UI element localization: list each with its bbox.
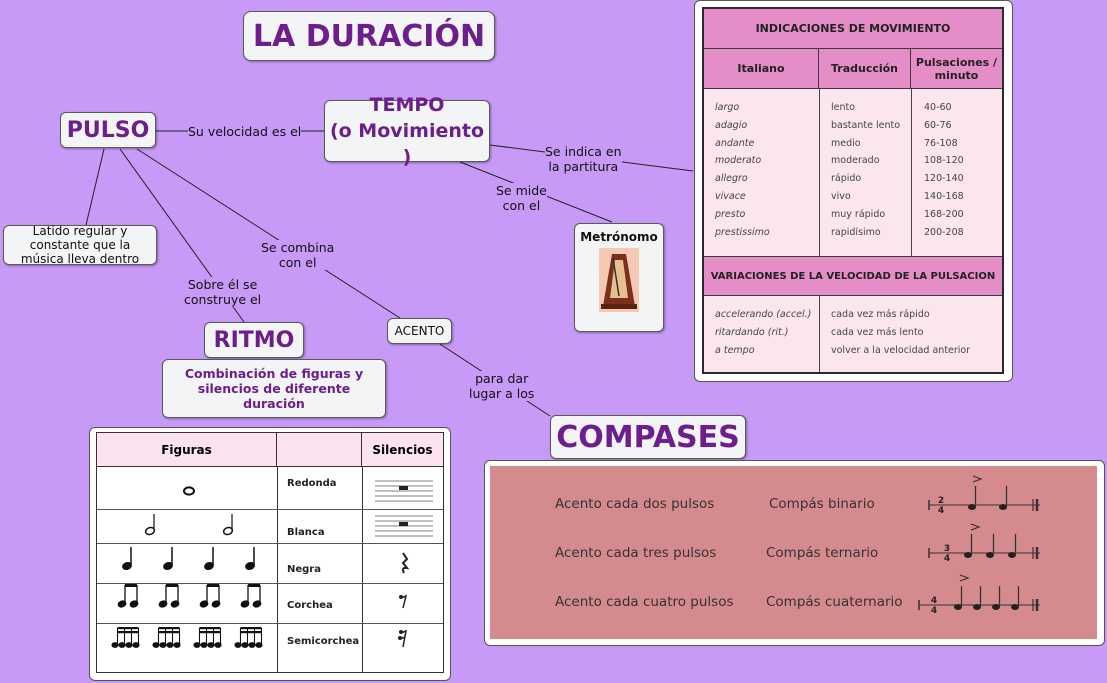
ritmo-desc-node[interactable] <box>162 359 386 418</box>
pulsaciones-value: 140-168 <box>924 190 964 202</box>
ritmo-label: RITMO <box>213 327 295 353</box>
link-partitura <box>545 144 622 174</box>
pulsaciones-value: 168-200 <box>924 208 964 220</box>
tempo-header-traduccion <box>819 49 911 89</box>
link-dar-line1: para dar <box>475 371 529 386</box>
tempo-divider-1 <box>819 89 820 256</box>
time-sig-top: 4 <box>930 596 938 606</box>
silencios-graphic <box>363 467 443 672</box>
figura-name-redonda: Redonda <box>287 478 337 489</box>
tempo-col-traduccion <box>831 99 900 241</box>
link-sobre-line2: construye el <box>184 292 262 307</box>
traduccion-term: moderado <box>831 155 880 167</box>
variacion-term: a tempo <box>715 344 755 356</box>
compas-text: Compás ternario <box>766 545 879 561</box>
link-dar <box>469 371 534 401</box>
tempo-header-italiano <box>704 49 819 89</box>
figura-name-corchea: Corchea <box>287 600 333 611</box>
link-combina-line2: con el <box>278 255 317 270</box>
variaciones-title <box>704 256 1002 296</box>
ritmo-desc-text: Combinación de figuras y silencios de diferente duración <box>184 366 364 411</box>
metronomo-label: Metrónomo <box>580 230 658 244</box>
italiano-term: vivace <box>715 190 746 202</box>
acento-text: Acento cada tres pulsos <box>555 545 717 561</box>
tempo-table-title-text: INDICACIONES DE MOVIMIENTO <box>755 22 951 35</box>
figuras-header <box>97 433 277 467</box>
figura-name-negra: Negra <box>287 564 321 575</box>
variacion-desc: volver a la velocidad anterior <box>831 344 971 356</box>
ritmo-node[interactable] <box>204 322 304 358</box>
italiano-term: prestissimo <box>715 226 770 238</box>
pulsaciones-value: 76-108 <box>924 137 958 149</box>
compas-text: Compás binario <box>769 496 875 512</box>
acento-node[interactable] <box>387 318 452 344</box>
silencios-header-text: Silencios <box>372 442 433 457</box>
time-sig-bottom: 4 <box>937 506 945 516</box>
link-combina-line1: Se combina <box>261 240 335 255</box>
compases-node[interactable] <box>550 415 746 459</box>
variaciones-col-desc <box>831 306 970 359</box>
variacion-term: ritardando (rit.) <box>715 326 789 338</box>
link-partitura-line1: Se indica en <box>545 144 622 159</box>
tempo-label: TEMPO <box>369 94 445 116</box>
traduccion-term: rapidísimo <box>831 226 881 238</box>
variacion-desc: cada vez más rápido <box>831 309 930 320</box>
page-title <box>243 11 495 61</box>
tempo-divider-2 <box>911 89 912 256</box>
italiano-term: moderato <box>715 155 762 167</box>
link-combina <box>261 240 334 270</box>
pulsaciones-value: 200-208 <box>924 226 964 238</box>
figuras-table <box>96 432 444 673</box>
variaciones-col-terms <box>715 306 811 359</box>
traduccion-term: medio <box>831 137 861 149</box>
variacion-desc: cada vez más lento <box>831 326 924 338</box>
metronomo-node[interactable] <box>574 223 664 332</box>
variacion-term: accelerando (accel.) <box>715 309 812 320</box>
traduccion-term: muy rápido <box>831 208 886 220</box>
link-partitura-line2: la partitura <box>548 159 619 174</box>
time-sig-top: 2 <box>937 496 945 506</box>
tempo-header-pulsaciones-text: Pulsaciones / minuto <box>915 55 998 82</box>
tempo-col-pulsaciones <box>924 99 964 241</box>
time-sig-bottom: 4 <box>943 554 951 564</box>
variaciones-title-text: VARIACIONES DE LA VELOCIDAD DE LA PULSACION <box>710 270 996 282</box>
page-title-text: LA DURACIÓN <box>252 18 486 54</box>
latido-node[interactable] <box>3 225 157 265</box>
pulsaciones-value: 60-76 <box>924 119 952 131</box>
italiano-term: adagio <box>715 119 748 131</box>
acento-text: Acento cada dos pulsos <box>555 496 715 512</box>
tempo-sublabel: (o Movimiento ) <box>329 120 485 168</box>
figura-name-semicorchea: Semicorchea <box>287 636 360 647</box>
tempo-table-title <box>704 9 1002 49</box>
italiano-term: allegro <box>715 173 748 185</box>
traduccion-term: lento <box>831 102 856 113</box>
italiano-term: largo <box>715 102 740 113</box>
link-mide-line1: Se mide <box>496 183 547 198</box>
tempo-header-traduccion-text: Traducción <box>830 62 899 75</box>
latido-text: Latido regular y constante que la música lleva dentro <box>20 224 140 266</box>
pulso-label: PULSO <box>66 117 150 143</box>
figuras-divider-1 <box>277 467 278 672</box>
traduccion-term: bastante lento <box>831 119 901 131</box>
pulsaciones-value: 40-60 <box>924 102 952 113</box>
metronome-icon <box>599 248 639 312</box>
link-mide-line2: con el <box>502 198 541 213</box>
tempo-table <box>702 7 1004 374</box>
acento-label: ACENTO <box>394 324 445 338</box>
link-dar-line2: lugar a los <box>469 386 535 401</box>
link-mide <box>496 183 547 213</box>
compases-staves-graphic <box>915 472 1055 632</box>
link-sobre <box>184 277 261 307</box>
figuras-notes-graphic <box>97 467 277 672</box>
tempo-header-italiano-text: Italiano <box>737 62 785 75</box>
traduccion-term: vivo <box>831 190 851 202</box>
time-sig-bottom: 4 <box>930 606 938 616</box>
italiano-term: andante <box>715 137 755 149</box>
pulsaciones-value: 120-140 <box>924 173 964 185</box>
link-velocidad <box>188 124 301 139</box>
figuras-header-text: Figuras <box>161 442 212 457</box>
traduccion-term: rápido <box>831 173 862 185</box>
compas-text: Compás cuaternario <box>766 594 903 610</box>
figuras-header-blank <box>277 433 362 467</box>
tempo-header-pulsaciones <box>911 49 1002 89</box>
compases-label: COMPASES <box>556 419 740 455</box>
silencios-header <box>362 433 443 467</box>
figura-name-blanca: Blanca <box>287 527 325 538</box>
tempo-node[interactable] <box>324 94 490 168</box>
pulsaciones-value: 108-120 <box>924 155 964 167</box>
link-velocidad-text: Su velocidad es el <box>188 124 302 139</box>
italiano-term: presto <box>715 208 746 220</box>
pulso-node[interactable] <box>60 112 156 148</box>
time-sig-top: 3 <box>943 544 951 554</box>
acento-text: Acento cada cuatro pulsos <box>555 594 734 610</box>
variaciones-divider <box>819 296 820 372</box>
tempo-col-italiano <box>715 99 770 241</box>
link-sobre-line1: Sobre él se <box>187 277 258 292</box>
